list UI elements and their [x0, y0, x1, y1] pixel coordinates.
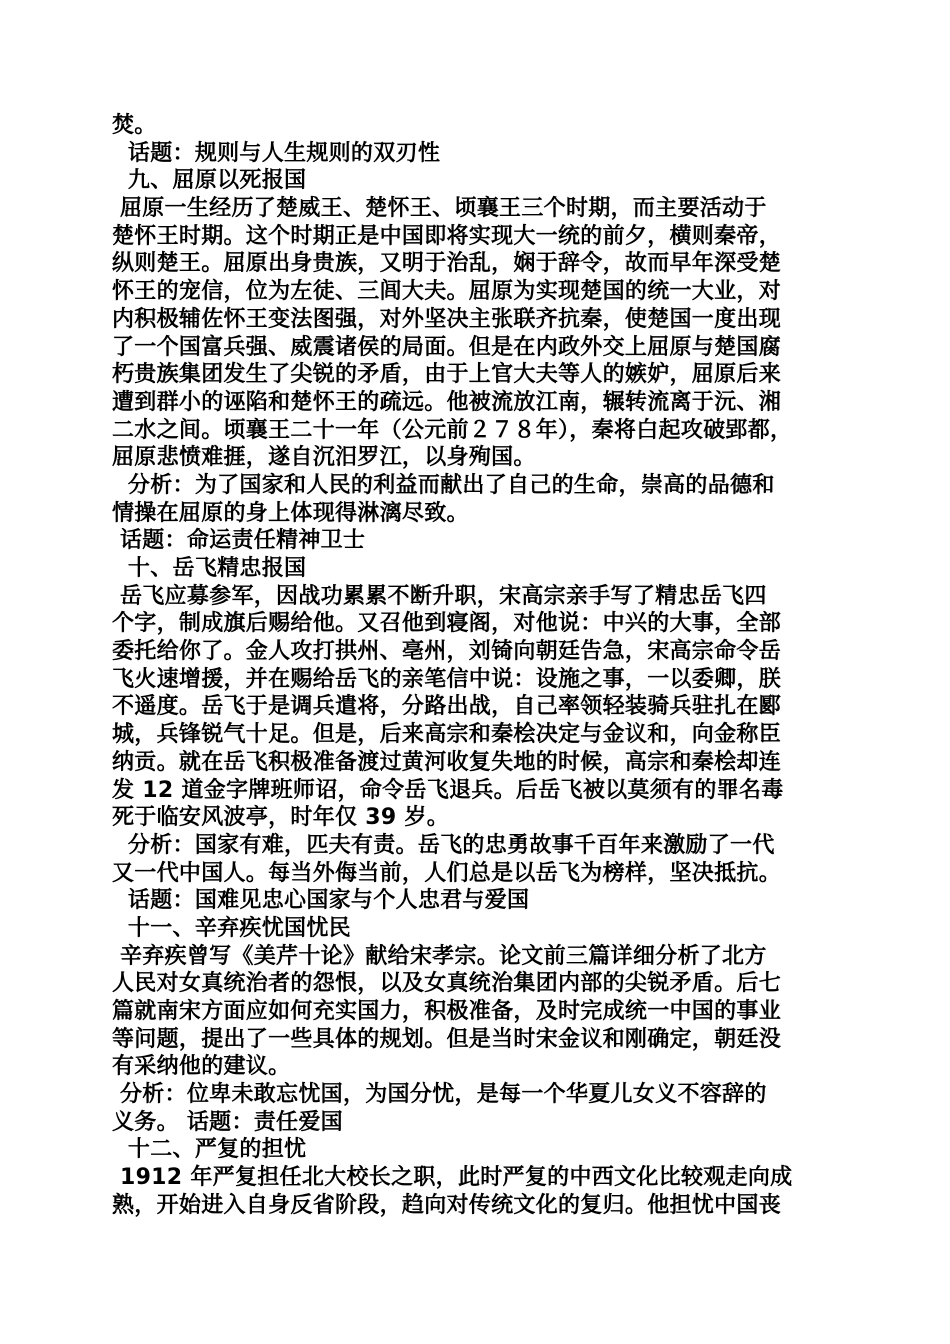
text-line: 二水之间。顷襄王二十一年（公元前２７８年），秦将白起攻破郢都， [112, 417, 793, 443]
text-line: 篇就南宋方面应如何充实国力，积极准备，及时完成统一中国的事业 [112, 999, 782, 1024]
text-line: 等问题，提出了一些具体的规划。但是当时宋金议和刚确定，朝廷没 [112, 1026, 782, 1052]
text-line: 纳贡。就在岳飞积极准备渡过黄河收复失地的时候，高宗和秦桧却连 [112, 749, 782, 775]
text-line: 九、屈原以死报国 [112, 168, 307, 194]
text-line: 义务。 话题：责任爱国 [112, 1109, 343, 1135]
text-line: 人民对女真统治者的怨恨，以及女真统治集团内部的尖锐矛盾。后七 [112, 971, 782, 997]
text-line: 分析：为了国家和人民的利益而献出了自己的生命，崇高的品德和 [112, 472, 775, 498]
text-line: 熟，开始进入自身反省阶段，趋向对传统文化的复归。他担忧中国丧 [112, 1192, 782, 1218]
text-line: 个字，制成旗后赐给他。又召他到寝阁，对他说：中兴的大事，全部 [112, 611, 782, 637]
text-line: 岳飞应募参军，因战功累累不断升职，宋高宗亲手写了精忠岳飞四 [112, 583, 767, 609]
text-line: 遭到群小的诬陷和楚怀王的疏远。他被流放江南，辗转流离于沅、湘 [112, 389, 782, 415]
text-line: 分析：国家有难，匹夫有责。岳飞的忠勇故事千百年来激励了一代 [112, 832, 775, 858]
text-line: 有采纳他的建议。 [112, 1054, 291, 1080]
text-line: 内积极辅佐怀王变法图强，对外坚决主张联齐抗秦，使楚国一度出现 [112, 306, 782, 332]
text-line: 纵则楚王。屈原出身贵族，又明于治乱，娴于辞令，故而早年深受楚 [112, 251, 782, 277]
text-line: 楚怀王时期。这个时期正是中国即将实现大一统的前夕，横则秦帝， [112, 223, 782, 249]
text-line: 1912 年严复担任北大校长之职，此时严复的中西文化比较观走向成 [112, 1165, 793, 1191]
text-line: 话题：国难见忠心国家与个人忠君与爱国 [112, 888, 530, 914]
text-line: 十、岳飞精忠报国 [112, 556, 307, 581]
text-line: 话题：命运责任精神卫士 [112, 528, 366, 554]
text-line: 话题：规则与人生规则的双刃性 [112, 140, 441, 166]
text-line: 辛弃疾曾写《美芹十论》献给宋孝宗。论文前三篇详细分析了北方 [112, 943, 767, 969]
text-line: 不遥度。岳飞于是调兵遣将，分路出战，自己率领轻装骑兵驻扎在郾 [112, 694, 782, 720]
text-line: 分析：位卑未敢忘忧国，为国分忧，是每一个华夏儿女义不容辞的 [112, 1082, 767, 1108]
text-line: 委托给你了。金人攻打拱州、亳州，刘锜向朝廷告急，宋高宗命令岳 [112, 639, 782, 665]
text-line: 十一、辛弃疾忧国忧民 [112, 915, 351, 941]
text-line: 城，兵锋锐气十足。但是，后来高宗和秦桧决定与金议和，向金称臣 [112, 722, 782, 748]
text-line: 飞火速增援，并在赐给岳飞的亲笔信中说：设施之事，一以委卿，朕 [112, 666, 782, 692]
text-line: 了一个国富兵强、威震诸侯的局面。但是在内政外交上屈原与楚国腐 [112, 334, 782, 360]
text-line: 屈原悲愤难捱，遂自沉汨罗江，以身殉国。 [112, 445, 536, 471]
text-line: 屈原一生经历了楚威王、楚怀王、顷襄王三个时期，而主要活动于 [112, 196, 767, 222]
text-line: 怀王的宠信，位为左徒、三闾大夫。屈原为实现楚国的统一大业，对 [112, 279, 782, 305]
text-line: 十二、严复的担忧 [112, 1137, 307, 1163]
document-body [112, 112, 847, 1220]
text-line: 又一代中国人。每当外侮当前，人们总是以岳飞为榜样，坚决抵抗。 [112, 860, 782, 886]
text-line: 焚。 [112, 113, 157, 138]
text-line: 发 12 道金字牌班师诏，命令岳飞退兵。后岳飞被以莫须有的罪名毒 [112, 777, 784, 803]
text-line: 朽贵族集团发生了尖锐的矛盾，由于上官大夫等人的嫉妒，屈原后来 [112, 362, 782, 388]
text-line: 情操在屈原的身上体现得淋漓尽致。 [112, 500, 469, 526]
text-line: 死于临安风波亭，时年仅 39 岁。 [112, 805, 450, 831]
